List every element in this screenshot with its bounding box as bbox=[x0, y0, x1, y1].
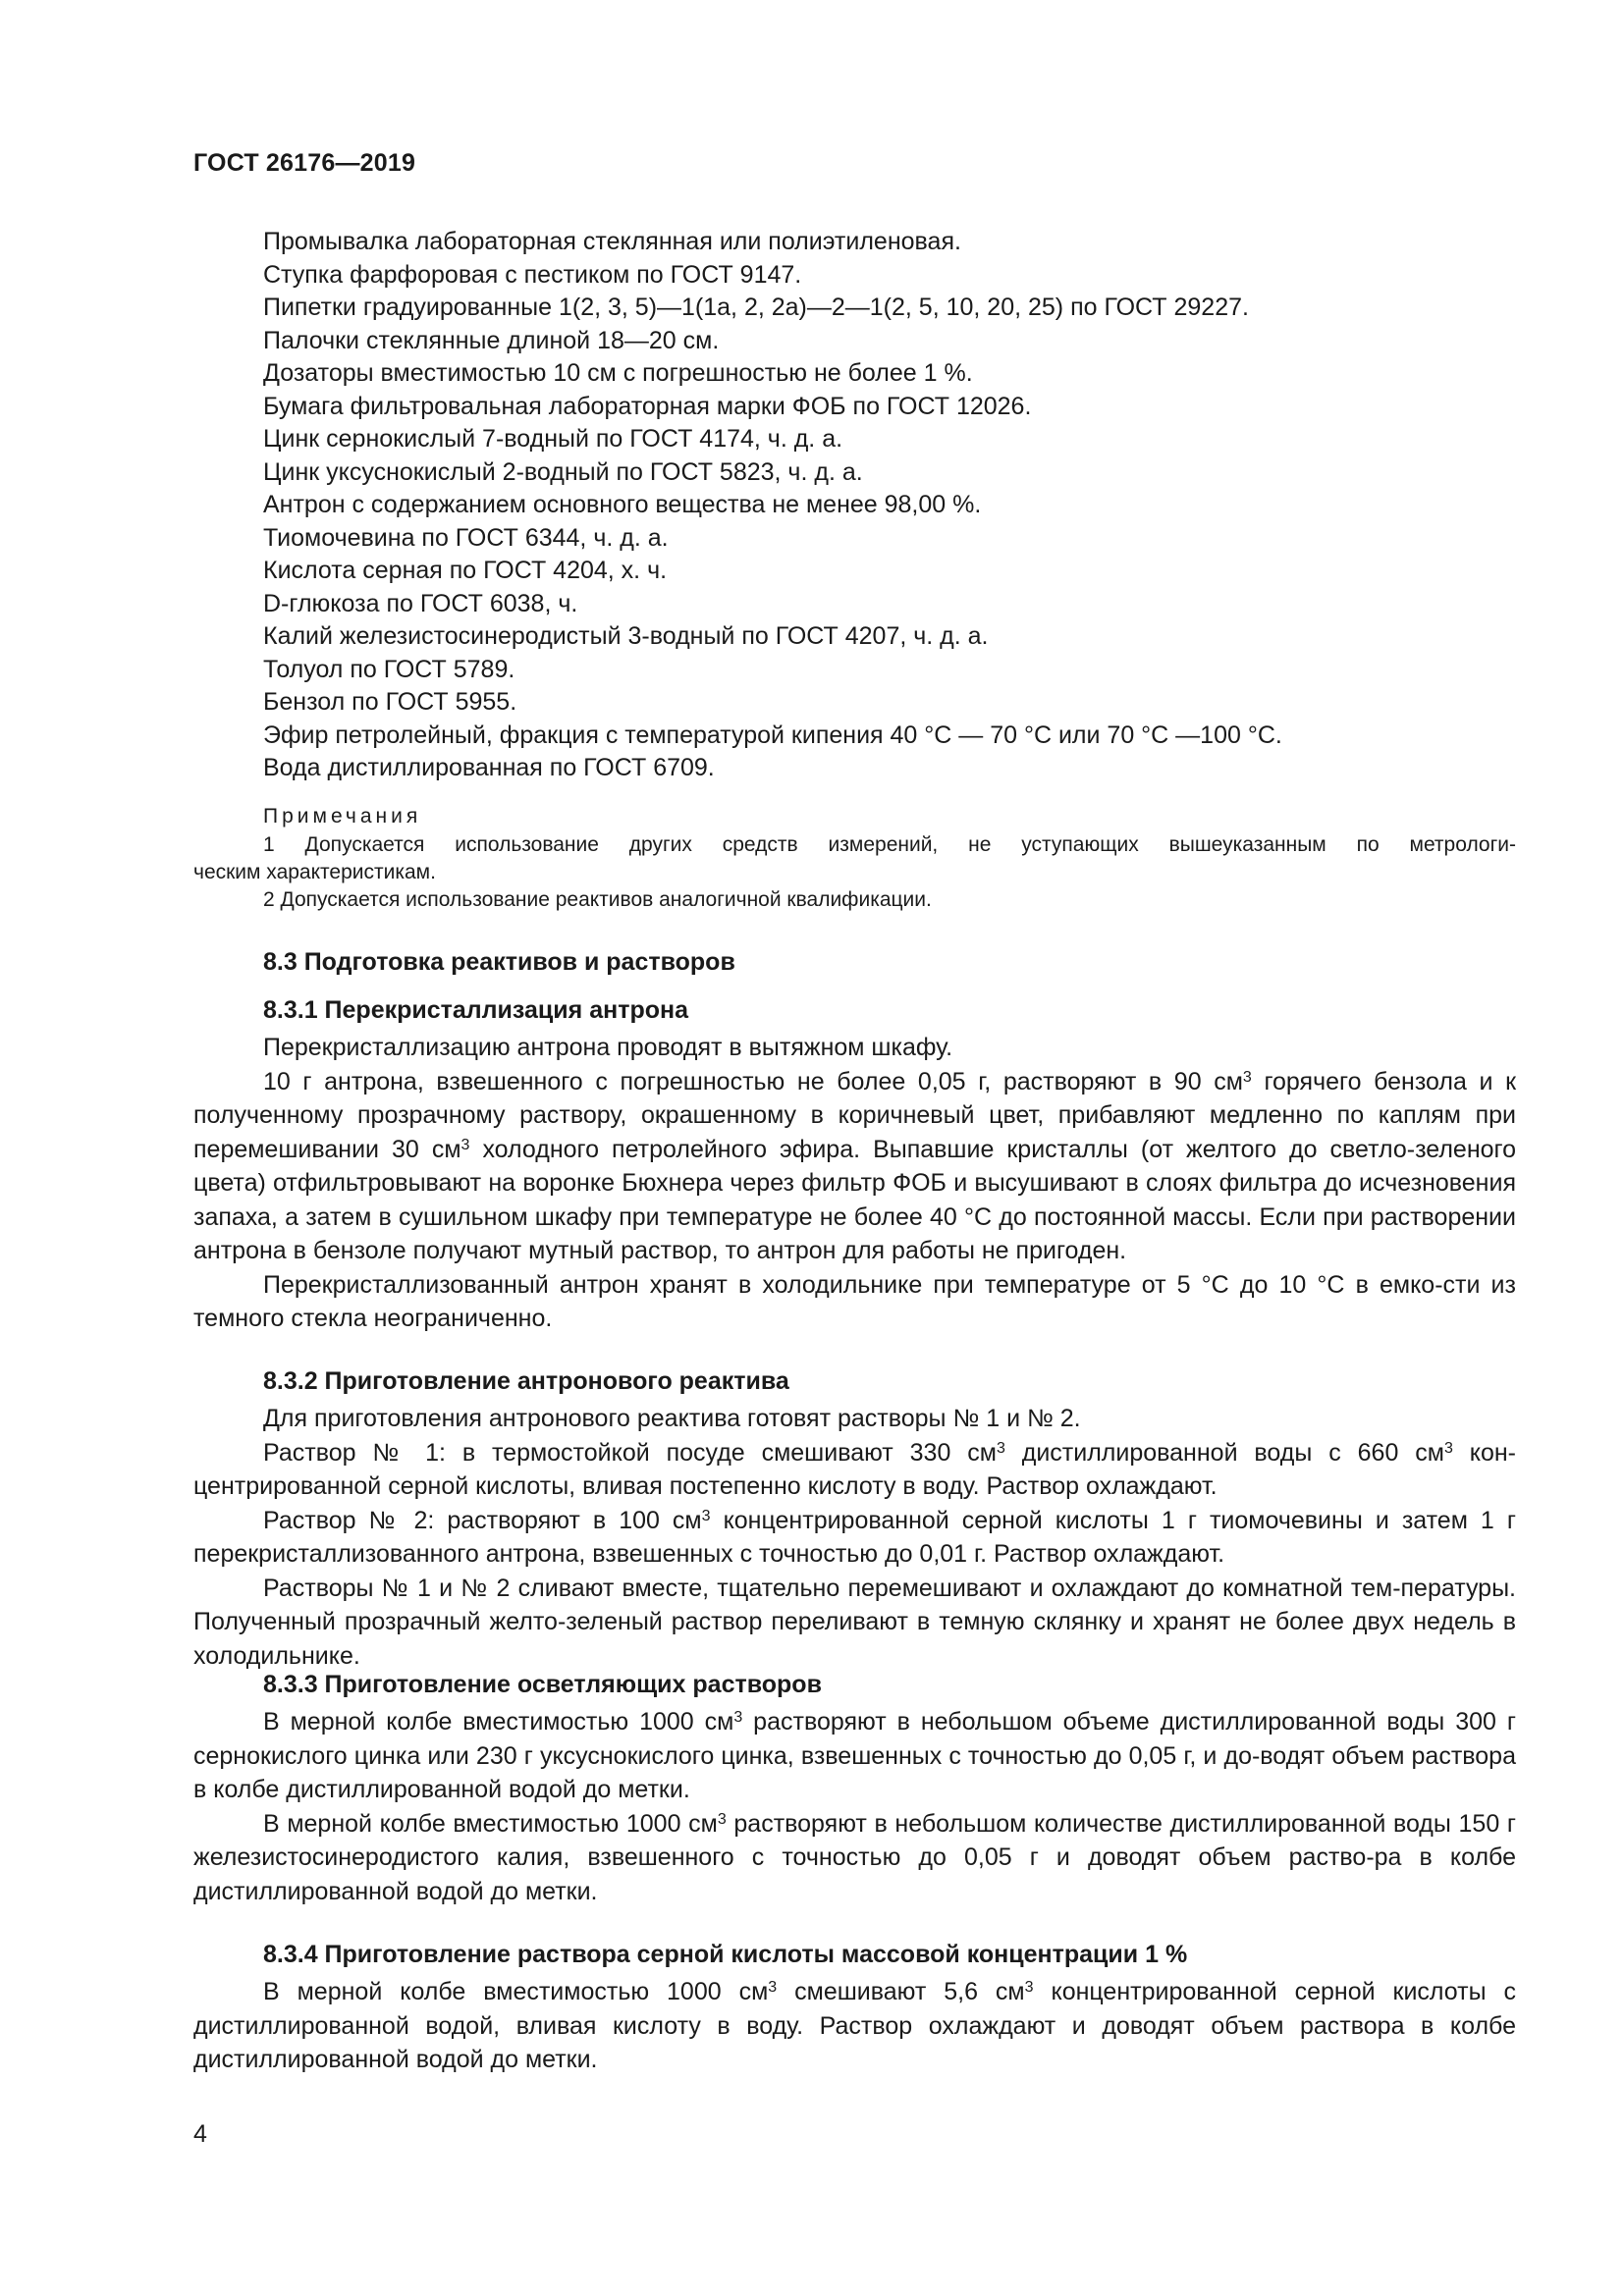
section-8-3-1-body bbox=[193, 1031, 1516, 1336]
paragraph: Перекристаллизованный антрон хранят в холодильнике при температуре от 5 °С до 10 °С в емко-сти из темного стекла неограниченно. bbox=[193, 1270, 1516, 1332]
note-1-line-2: ческим характеристикам. bbox=[193, 861, 436, 883]
section-8-3-2-body bbox=[193, 1402, 1516, 1673]
paragraph: Растворы № 1 и № 2 сливают вместе, тщательно перемешивают и охлаждают до комнатной тем-пературы. Полученный прозрачный желто-зеленый раствор переливают в темную склянку и хранят не более двух недель в холодильнике. bbox=[193, 1574, 1516, 1670]
paragraph: В мерной колбе вместимостью 1000 $см^3$ смешивают 5,6 $см^3$ концентрированной серной кислоты с дистиллированной водой, вливая кислоту в воду. Раствор охлаждают и доводят объем раствора в колбе дистиллированной водой до метки. bbox=[193, 1978, 1517, 2073]
list-item: Цинк уксуснокислый 2-водный по ГОСТ 5823, ч. д. а. bbox=[263, 457, 863, 486]
section-heading-8-3-4: 8.3.4 Приготовление раствора серной кислоты массовой концентрации 1 % bbox=[263, 1941, 1188, 1968]
notes-title: Примечания bbox=[263, 805, 422, 828]
paragraph: Для приготовления антронового реактива готовят растворы № 1 и № 2. bbox=[263, 1405, 1081, 1432]
note-1-line-1: 1 Допускается использование других средств измерений, не уступающих вышеуказанным по метрологи- bbox=[263, 833, 1516, 856]
list-item: Кислота серная по ГОСТ 4204, х. ч. bbox=[263, 557, 668, 584]
paragraph: Раствор № 1: в термостойкой посуде смешивают 330 $см^3$ дистиллированной воды с 660 $см^3$ кон-центрированной серной кислоты, вливая постепенно кислоту в воду. Раствор охлаждают. bbox=[193, 1438, 1516, 1500]
paragraph: В мерной колбе вместимостью 1000 $см^3$ растворяют в небольшом количестве дистиллированной воды 150 г железистосинеродистого калия, взвешенного с точностью до 0,05 г и доводят объем раство-ра в колбе дистиллированной водой до метки. bbox=[193, 1809, 1516, 1905]
list-item: Тиомочевина по ГОСТ 6344, ч. д. а. bbox=[263, 523, 669, 552]
list-item: Промывалка лабораторная стеклянная или полиэтиленовая. bbox=[263, 228, 961, 255]
section-heading-8-3-3: 8.3.3 Приготовление осветляющих растворов bbox=[263, 1671, 822, 1698]
paragraph: В мерной колбе вместимостью 1000 $см^3$ растворяют в небольшом объеме дистиллированной воды 300 г сернокислого цинка или 230 г уксуснокислого цинка, взвешенных с точностью до 0,05 г, и до-водят объем раствора в колбе дистиллированной водой до метки. bbox=[193, 1708, 1516, 1803]
list-item: Толуол по ГОСТ 5789. bbox=[263, 655, 515, 683]
paragraph: Раствор № 2: растворяют в 100 $см^3$ концентрированной серной кислоты 1 г тиомочевины и затем 1 г перекристаллизованного антрона, взвешенных с точностью до 0,01 г. Раствор охлаждают. bbox=[193, 1506, 1516, 1568]
paragraph: Перекристаллизацию антрона проводят в вытяжном шкафу. bbox=[263, 1034, 953, 1061]
list-item: Бумага фильтровальная лабораторная марки ФОБ по ГОСТ 12026. bbox=[263, 392, 1032, 420]
paragraph: 10 г антрона, взвешенного с погрешностью не более 0,05 г, растворяют в 90 $см^3$ горячего бензола и к полученному прозрачному раствору, окрашенному в коричневый цвет, прибавляют медленно по каплям при перемешивании 30 $см^3$ холодного петролейного эфира. Выпавшие кристаллы (от желтого до светло-зеленого цвета) отфильтровывают на воронке Бюхнера через фильтр ФОБ и высушивают в слоях фильтра до исчезновения запаха, а затем в сушильном шкафу при температуре не более 40 °С до постоянной массы. Если при растворении антрона в бензоле получают мутный раствор, то антрон для работы не пригоден. bbox=[193, 1067, 1517, 1264]
list-item: Эфир петролейный, фракция с температурой кипения 40 °С — 70 °С или 70 °С —100 °С. bbox=[263, 721, 1282, 749]
list-item: Палочки стеклянные длиной 18—20 см. bbox=[263, 326, 720, 354]
section-heading-8-3: 8.3 Подготовка реактивов и растворов bbox=[263, 948, 735, 976]
section-heading-8-3-1: 8.3.1 Перекристаллизация антрона bbox=[263, 996, 688, 1024]
note-2: 2 Допускается использование реактивов аналогичной квалификации. bbox=[263, 888, 932, 911]
list-item: Антрон с содержанием основного вещества не менее 98,00 %. bbox=[263, 491, 982, 518]
section-heading-8-3-2: 8.3.2 Приготовление антронового реактива bbox=[263, 1367, 789, 1395]
section-8-3-4-body bbox=[193, 1975, 1516, 2077]
document-header: ГОСТ 26176—2019 bbox=[193, 149, 416, 177]
list-item: Вода дистиллированная по ГОСТ 6709. bbox=[263, 754, 715, 781]
list-item: Цинк сернокислый 7-водный по ГОСТ 4174, ч. д. а. bbox=[263, 425, 843, 453]
materials-list bbox=[263, 226, 1520, 785]
list-item: Бензол по ГОСТ 5955. bbox=[263, 688, 517, 716]
list-item: D-глюкоза по ГОСТ 6038, ч. bbox=[263, 589, 578, 617]
list-item: Пипетки градуированные 1(2, 3, 5)—1(1а, 2, 2а)—2—1(2, 5, 10, 20, 25) по ГОСТ 29227. bbox=[263, 294, 1249, 321]
notes-block bbox=[193, 802, 1516, 914]
page-number: 4 bbox=[193, 2120, 207, 2148]
list-item: Ступка фарфоровая с пестиком по ГОСТ 9147. bbox=[263, 260, 802, 289]
list-item: Дозаторы вместимостью 10 см с погрешностью не более 1 %. bbox=[263, 359, 973, 387]
section-8-3-3-body bbox=[193, 1705, 1516, 1908]
list-item: Калий железистосинеродистый 3-водный по ГОСТ 4207, ч. д. а. bbox=[263, 622, 989, 650]
